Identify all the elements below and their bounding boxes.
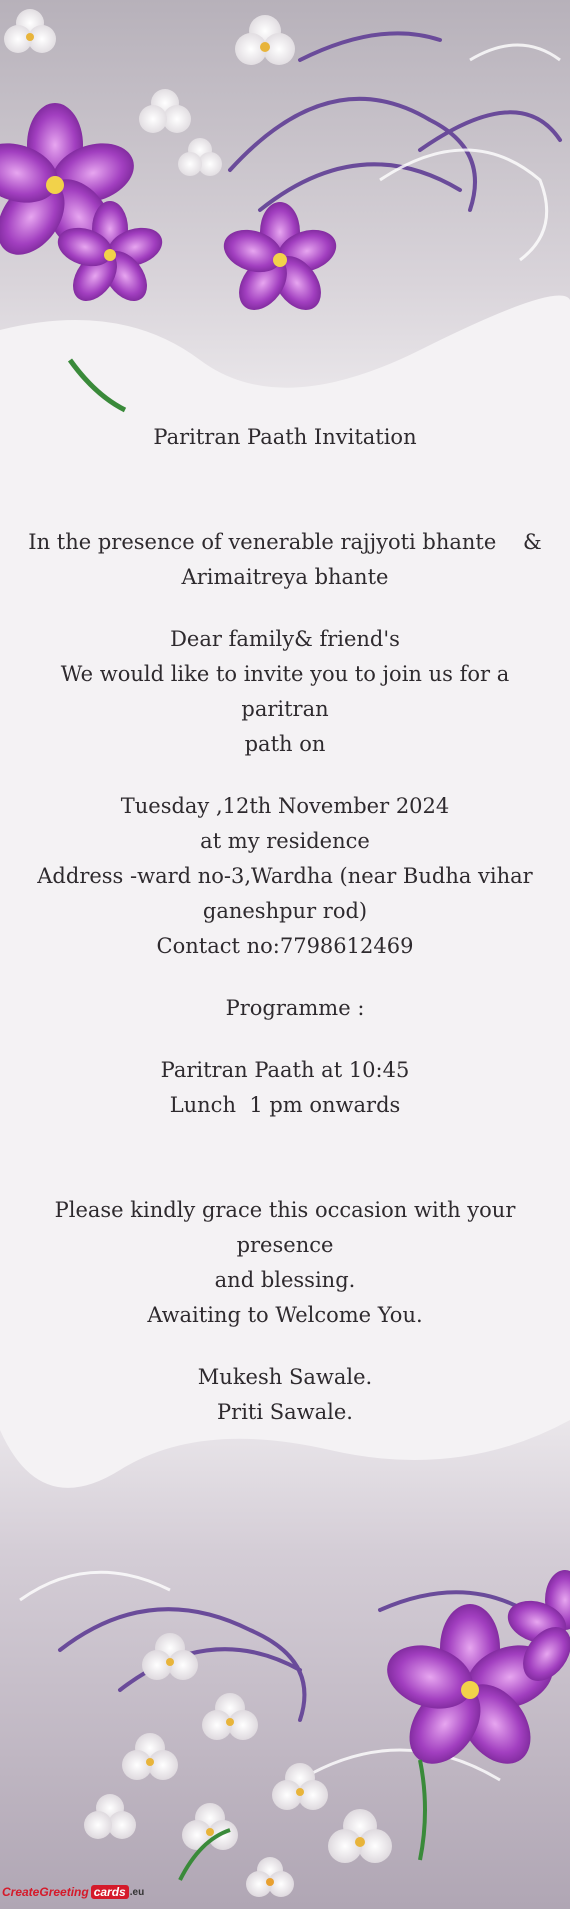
closing-line-1: Please kindly grace this occasion with your presence xyxy=(54,1198,516,1257)
host-name-1: Mukesh Sawale. xyxy=(197,1365,373,1389)
contact-number: Contact no:7798612469 xyxy=(156,934,414,958)
invitation-text xyxy=(25,420,545,1430)
awaiting-line: Awaiting to Welcome You. xyxy=(147,1303,423,1327)
logo-text-3: .eu xyxy=(129,1886,145,1898)
host-name-2: Priti Sawale. xyxy=(217,1400,353,1424)
presence-line-1: In the presence of venerable rajjyoti bhante & xyxy=(28,530,542,554)
programme-heading: Programme : xyxy=(225,996,365,1020)
invitation-title: Paritran Paath Invitation xyxy=(153,425,417,449)
invite-line-2: path on xyxy=(244,732,326,756)
logo-text-2: cards xyxy=(91,1885,129,1899)
event-venue: at my residence xyxy=(200,829,370,853)
presence-line-2: Arimaitreya bhante xyxy=(181,565,389,589)
closing-line-2: and blessing. xyxy=(214,1268,356,1292)
greeting: Dear family& friend's xyxy=(170,627,400,651)
site-logo[interactable] xyxy=(2,1879,145,1905)
event-date: Tuesday ,12th November 2024 xyxy=(120,794,450,818)
programme-item-1: Paritran Paath at 10:45 xyxy=(160,1058,410,1082)
programme-item-2: Lunch 1 pm onwards xyxy=(169,1093,401,1117)
top-floral-decoration xyxy=(0,0,570,470)
invite-line-1: We would like to invite you to join us for a paritran xyxy=(60,662,510,721)
address-line-1: Address -ward no-3,Wardha (near Budha vihar xyxy=(37,864,533,888)
bottom-floral-decoration xyxy=(0,1360,570,1909)
logo-text-1: CreateGreeting xyxy=(2,1885,89,1899)
address-line-2: ganeshpur rod) xyxy=(202,899,368,923)
